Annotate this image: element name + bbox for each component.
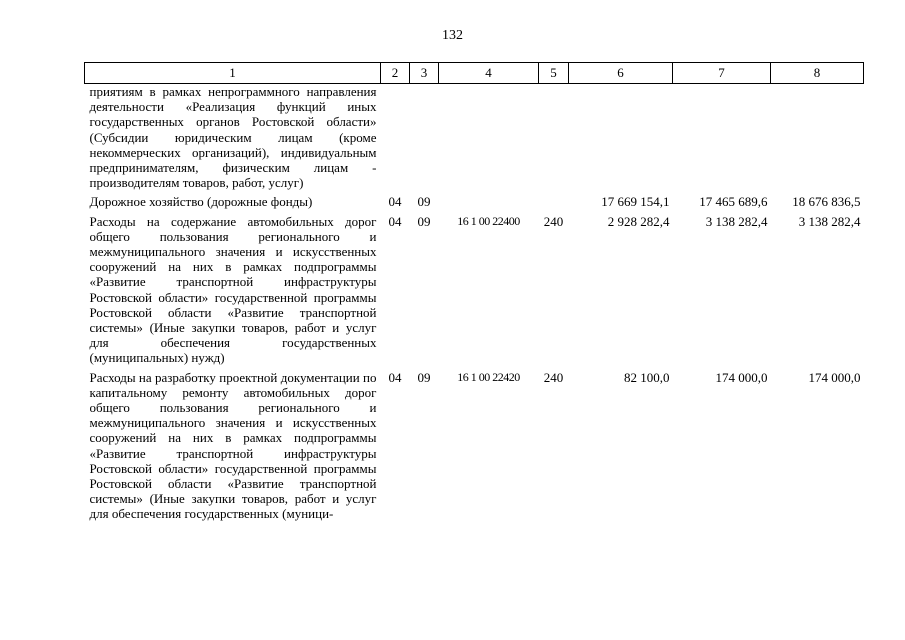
row-expense-type xyxy=(539,84,569,195)
row-section-code xyxy=(381,84,410,195)
row-expense-type: 240 xyxy=(543,369,564,385)
header-col-8: 8 xyxy=(771,63,864,84)
row-section-code: 04 xyxy=(388,194,402,210)
header-row xyxy=(85,63,864,84)
row-section-code: 04 xyxy=(388,369,402,385)
row-subsection-code: 09 xyxy=(417,194,431,210)
budget-table xyxy=(84,62,864,526)
row-amount-col7: 174 000,0 xyxy=(715,369,768,385)
row-target-article: 16 1 00 22400 xyxy=(457,213,520,228)
row-amount-col6 xyxy=(569,84,673,195)
row-amount-col7: 17 465 689,6 xyxy=(699,194,768,210)
table-row xyxy=(85,84,864,195)
row-description: Расходы на разработку проектной документации по капитальному ремонту автомобильных дорог общего пользования регионального и межмуниципального значения и искусственных сооружений на них в рамках подпрограммы «Развитие транспортной инфраструктуры Ростовской области» государственной программы Ростовской области «Развитие транспортной системы» (Иные закупки товаров, работ и услуг для обеспечения государственных (муници- xyxy=(89,369,377,522)
row-expense-type: 240 xyxy=(543,213,564,229)
header-col-5: 5 xyxy=(539,63,569,84)
table-row xyxy=(85,194,864,213)
row-subsection-code: 09 xyxy=(417,369,431,385)
row-amount-col8: 3 138 282,4 xyxy=(798,213,861,229)
row-amount-col6: 2 928 282,4 xyxy=(607,213,670,229)
header-col-6: 6 xyxy=(569,63,673,84)
row-amount-col8 xyxy=(771,84,864,195)
header-col-1: 1 xyxy=(85,63,381,84)
header-col-7: 7 xyxy=(673,63,771,84)
row-subsection-code xyxy=(410,84,439,195)
table-row xyxy=(85,214,864,370)
row-target-article xyxy=(439,84,539,195)
header-col-3: 3 xyxy=(410,63,439,84)
row-amount-col7 xyxy=(673,84,771,195)
row-amount-col6: 17 669 154,1 xyxy=(601,194,670,210)
row-amount-col7: 3 138 282,4 xyxy=(705,213,768,229)
row-description: Расходы на содержание автомобильных дорог общего пользования регионального и межмуниципального значения и искусственных сооружений на них в рамках подпрограммы «Развитие транспортной инфраструктуры Ростовской области» государственной программы Ростовской области «Развитие транспортной системы» (Иные закупки товаров, работ и услуг для обеспечения государственных (муниципальных) нужд) xyxy=(89,213,377,366)
row-target-article: 16 1 00 22420 xyxy=(457,369,520,384)
row-description: приятиям в рамках непрограммного направления деятельности «Реализация функций иных государственных органов Ростовской области» (Субсидии юридическим лицам (кроме некоммерческих организаций), индивидуальным предпринимателям, физическим лицам - производителям товаров, работ, услуг) xyxy=(89,84,377,191)
row-description: Дорожное хозяйство (дорожные фонды) xyxy=(89,194,313,210)
row-amount-col8: 174 000,0 xyxy=(808,369,861,385)
row-section-code: 04 xyxy=(388,213,402,229)
header-col-4: 4 xyxy=(439,63,539,84)
page-number: 132 xyxy=(442,28,463,43)
row-amount-col6: 82 100,0 xyxy=(624,369,670,385)
row-subsection-code: 09 xyxy=(417,213,431,229)
header-col-2: 2 xyxy=(381,63,410,84)
table-row xyxy=(85,370,864,526)
row-target-article xyxy=(439,194,539,213)
row-amount-col8: 18 676 836,5 xyxy=(792,194,861,210)
row-expense-type xyxy=(539,194,569,213)
